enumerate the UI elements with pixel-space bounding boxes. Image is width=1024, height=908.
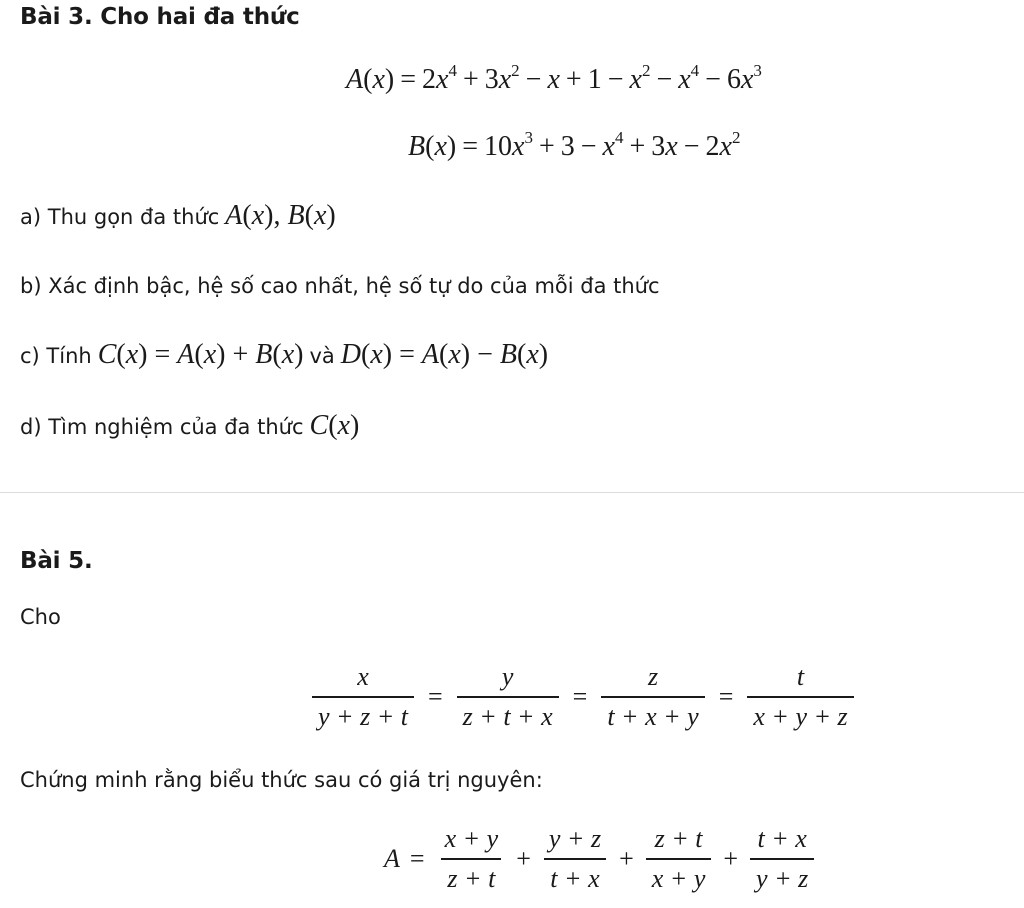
ratio-den-1: y + z + t: [312, 696, 414, 732]
equals-sign: =: [718, 682, 734, 711]
expr-num-3: z + t: [654, 824, 703, 853]
expr-den-3: x + y: [646, 858, 712, 894]
plus-sign: +: [619, 844, 634, 873]
item-c-math1: C(x) = A(x) + B(x): [97, 339, 304, 370]
ratio-num-2: y: [501, 662, 514, 691]
expr-fraction-2: [543, 824, 607, 894]
expr-den-2: t + x: [544, 858, 605, 894]
ratio-den-3: t + x + y: [601, 696, 704, 732]
expr-den-1: z + t: [441, 858, 501, 894]
plus-sign: +: [723, 844, 739, 873]
item-a-text: a) Thu gọn đa thức: [20, 205, 220, 229]
bai3-heading: Bài 3. Cho hai đa thức: [20, 4, 300, 30]
ratio-num-1: x: [357, 662, 369, 691]
item-d-math: C(x): [309, 410, 360, 441]
expr-fraction-1: [439, 824, 505, 894]
ratio-fraction-1: [312, 662, 414, 732]
ratio-fraction-4: [747, 662, 853, 732]
ratio-den-2: z + t + x: [457, 696, 559, 732]
polynomial-a-equation: $A(x) = 2x^4 + 3x^2 - x + 1 - x^2 - x^4 - 6x^3$: [346, 61, 762, 95]
item-c-math2: D(x) = A(x) − B(x): [340, 339, 549, 370]
expression-a: [384, 824, 818, 894]
bai5-intro: Cho: [20, 605, 61, 629]
item-a-math: A(x), B(x): [225, 200, 336, 231]
ratio-num-4: t: [796, 662, 805, 691]
equals-sign: =: [572, 682, 588, 711]
item-c-mid: và: [309, 344, 335, 368]
polynomial-b-equation: $B(x) = 10x^3 + 3 - x^4 + 3x - 2x^2$: [408, 128, 741, 162]
expr-den-4: y + z: [750, 858, 814, 894]
prove-text: Chứng minh rằng biểu thức sau có giá trị nguyên:: [20, 768, 543, 792]
ratio-den-4: x + y + z: [747, 696, 853, 732]
expr-fraction-4: [750, 824, 814, 894]
plus-sign: +: [516, 844, 531, 873]
section-divider: [0, 492, 1024, 493]
ratio-fraction-3: [601, 662, 704, 732]
expr-num-2: y + z: [548, 824, 602, 853]
bai5-heading: Bài 5.: [20, 548, 93, 574]
expr-num-1: x + y: [444, 824, 499, 853]
item-a: [20, 200, 336, 232]
item-d-text: d) Tìm nghiệm của đa thức: [20, 415, 304, 439]
expr-fraction-3: [646, 824, 712, 894]
item-d: [20, 410, 359, 442]
equals-sign: =: [427, 682, 443, 711]
expr-lhs: A: [384, 844, 400, 873]
expr-equals: =: [409, 844, 425, 873]
item-c: [20, 339, 548, 371]
expr-num-4: t + x: [757, 824, 807, 853]
ratio-equation: [308, 662, 858, 732]
item-c-prefix: c) Tính: [20, 344, 92, 368]
item-b: b) Xác định bậc, hệ số cao nhất, hệ số tự do của mỗi đa thức: [20, 274, 660, 298]
ratio-num-3: z: [647, 662, 659, 691]
ratio-fraction-2: [457, 662, 559, 732]
